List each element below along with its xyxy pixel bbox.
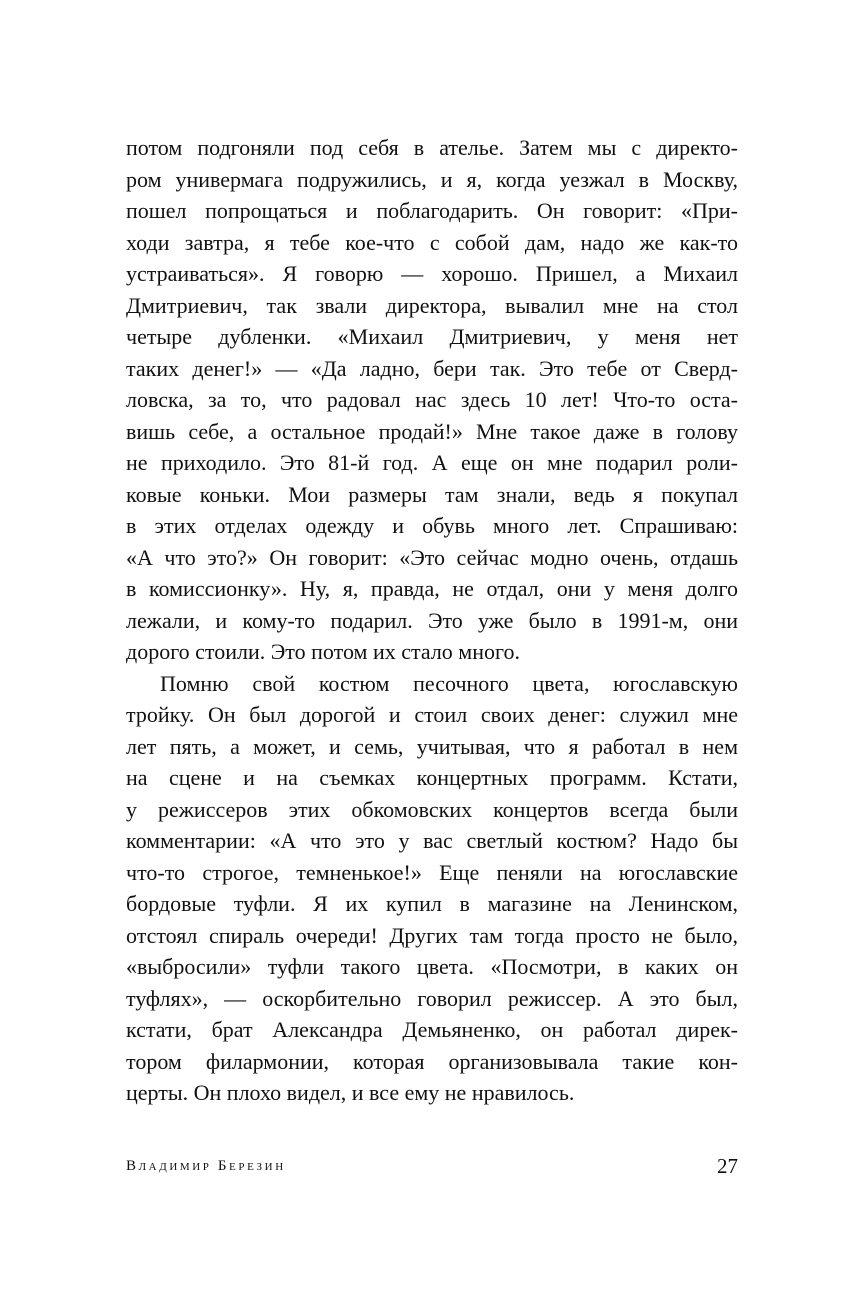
running-footer-author: Владимир Березин [126,1158,286,1174]
text-line: туфлях», — оскорбительно говорил режиссер. А это был, [126,985,738,1011]
text-line: потом подгоняли под себя в ателье. Затем мы с директо- [126,135,738,160]
text-line: ковые коньки. Мои размеры там знали, ведь я покупал [126,481,738,507]
text-line: тройку. Он был дорогой и стоил своих денег: служил мне [126,702,738,727]
text-line: ходи завтра, я тебе кое-что с собой дам, надо же как-то [126,229,738,255]
text-line: тором филармонии, которая организовывала такие кон- [126,1048,738,1074]
page-number: 27 [717,1154,738,1178]
text-line: таких денег!» — «Да ладно, бери так. Это тебе от Сверд- [126,355,738,381]
text-line: четыре дубленки. «Михаил Дмитриевич, у меня нет [126,324,738,349]
text-line: дорого стоили. Это потом их стало много. [126,639,520,664]
paragraph-2 [126,668,738,1109]
text-line: на сцене и на съемках концертных программ. Кстати, [126,765,738,790]
text-line: кстати, брат Александра Демьяненко, он работал дирек- [126,1017,738,1042]
text-line: церты. Он плохо видел, и все ему не нравилось. [126,1080,575,1105]
text-line: у режиссеров этих обкомовских концертов всегда были [126,796,738,822]
text-line: «выбросили» туфли такого цвета. «Посмотри, в каких он [126,954,738,979]
text-line: в этих отделах одежду и обувь много лет. Спрашиваю: [126,513,738,538]
text-line: лет пять, а может, и семь, учитывая, что я работал в нем [126,733,738,759]
text-line: ловска, за то, что радовал нас здесь 10 лет! Что-то оста- [126,387,738,412]
text-line: «А что это?» Он говорит: «Это сейчас модно очень, отдашь [126,544,738,570]
text-line: Дмитриевич, так звали директора, вывалил мне на стол [126,292,738,318]
text-line: в комиссионку». Ну, я, правда, не отдал, они у меня долго [126,576,738,601]
text-line: что-то строгое, темненькое!» Еще пеняли на югославские [126,859,738,885]
text-line: ром универмага подружились, и я, когда уезжал в Москву, [126,166,738,192]
text-line: комментарии: «А что это у вас светлый костюм? Надо бы [126,828,738,853]
text-line: не приходило. Это 81-й год. А еще он мне подарил роли- [126,450,738,475]
text-line: лежали, и кому-то подарил. Это уже было в 1991-м, они [126,607,738,633]
text-line: вишь себе, а остальное продай!» Мне такое даже в голову [126,418,738,444]
body-text [126,132,738,1109]
text-line: отстоял спираль очереди! Других там тогда просто не было, [126,922,738,948]
text-line: пошел попрощаться и поблагодарить. Он говорит: «При- [126,198,738,223]
text-line: устраиваться». Я говорю — хорошо. Пришел, а Михаил [126,261,738,286]
text-line: Помню свой костюм песочного цвета, югославскую [160,670,738,696]
paragraph-1 [126,132,738,668]
text-line: бордовые туфли. Я их купил в магазине на Ленинском, [126,891,738,916]
